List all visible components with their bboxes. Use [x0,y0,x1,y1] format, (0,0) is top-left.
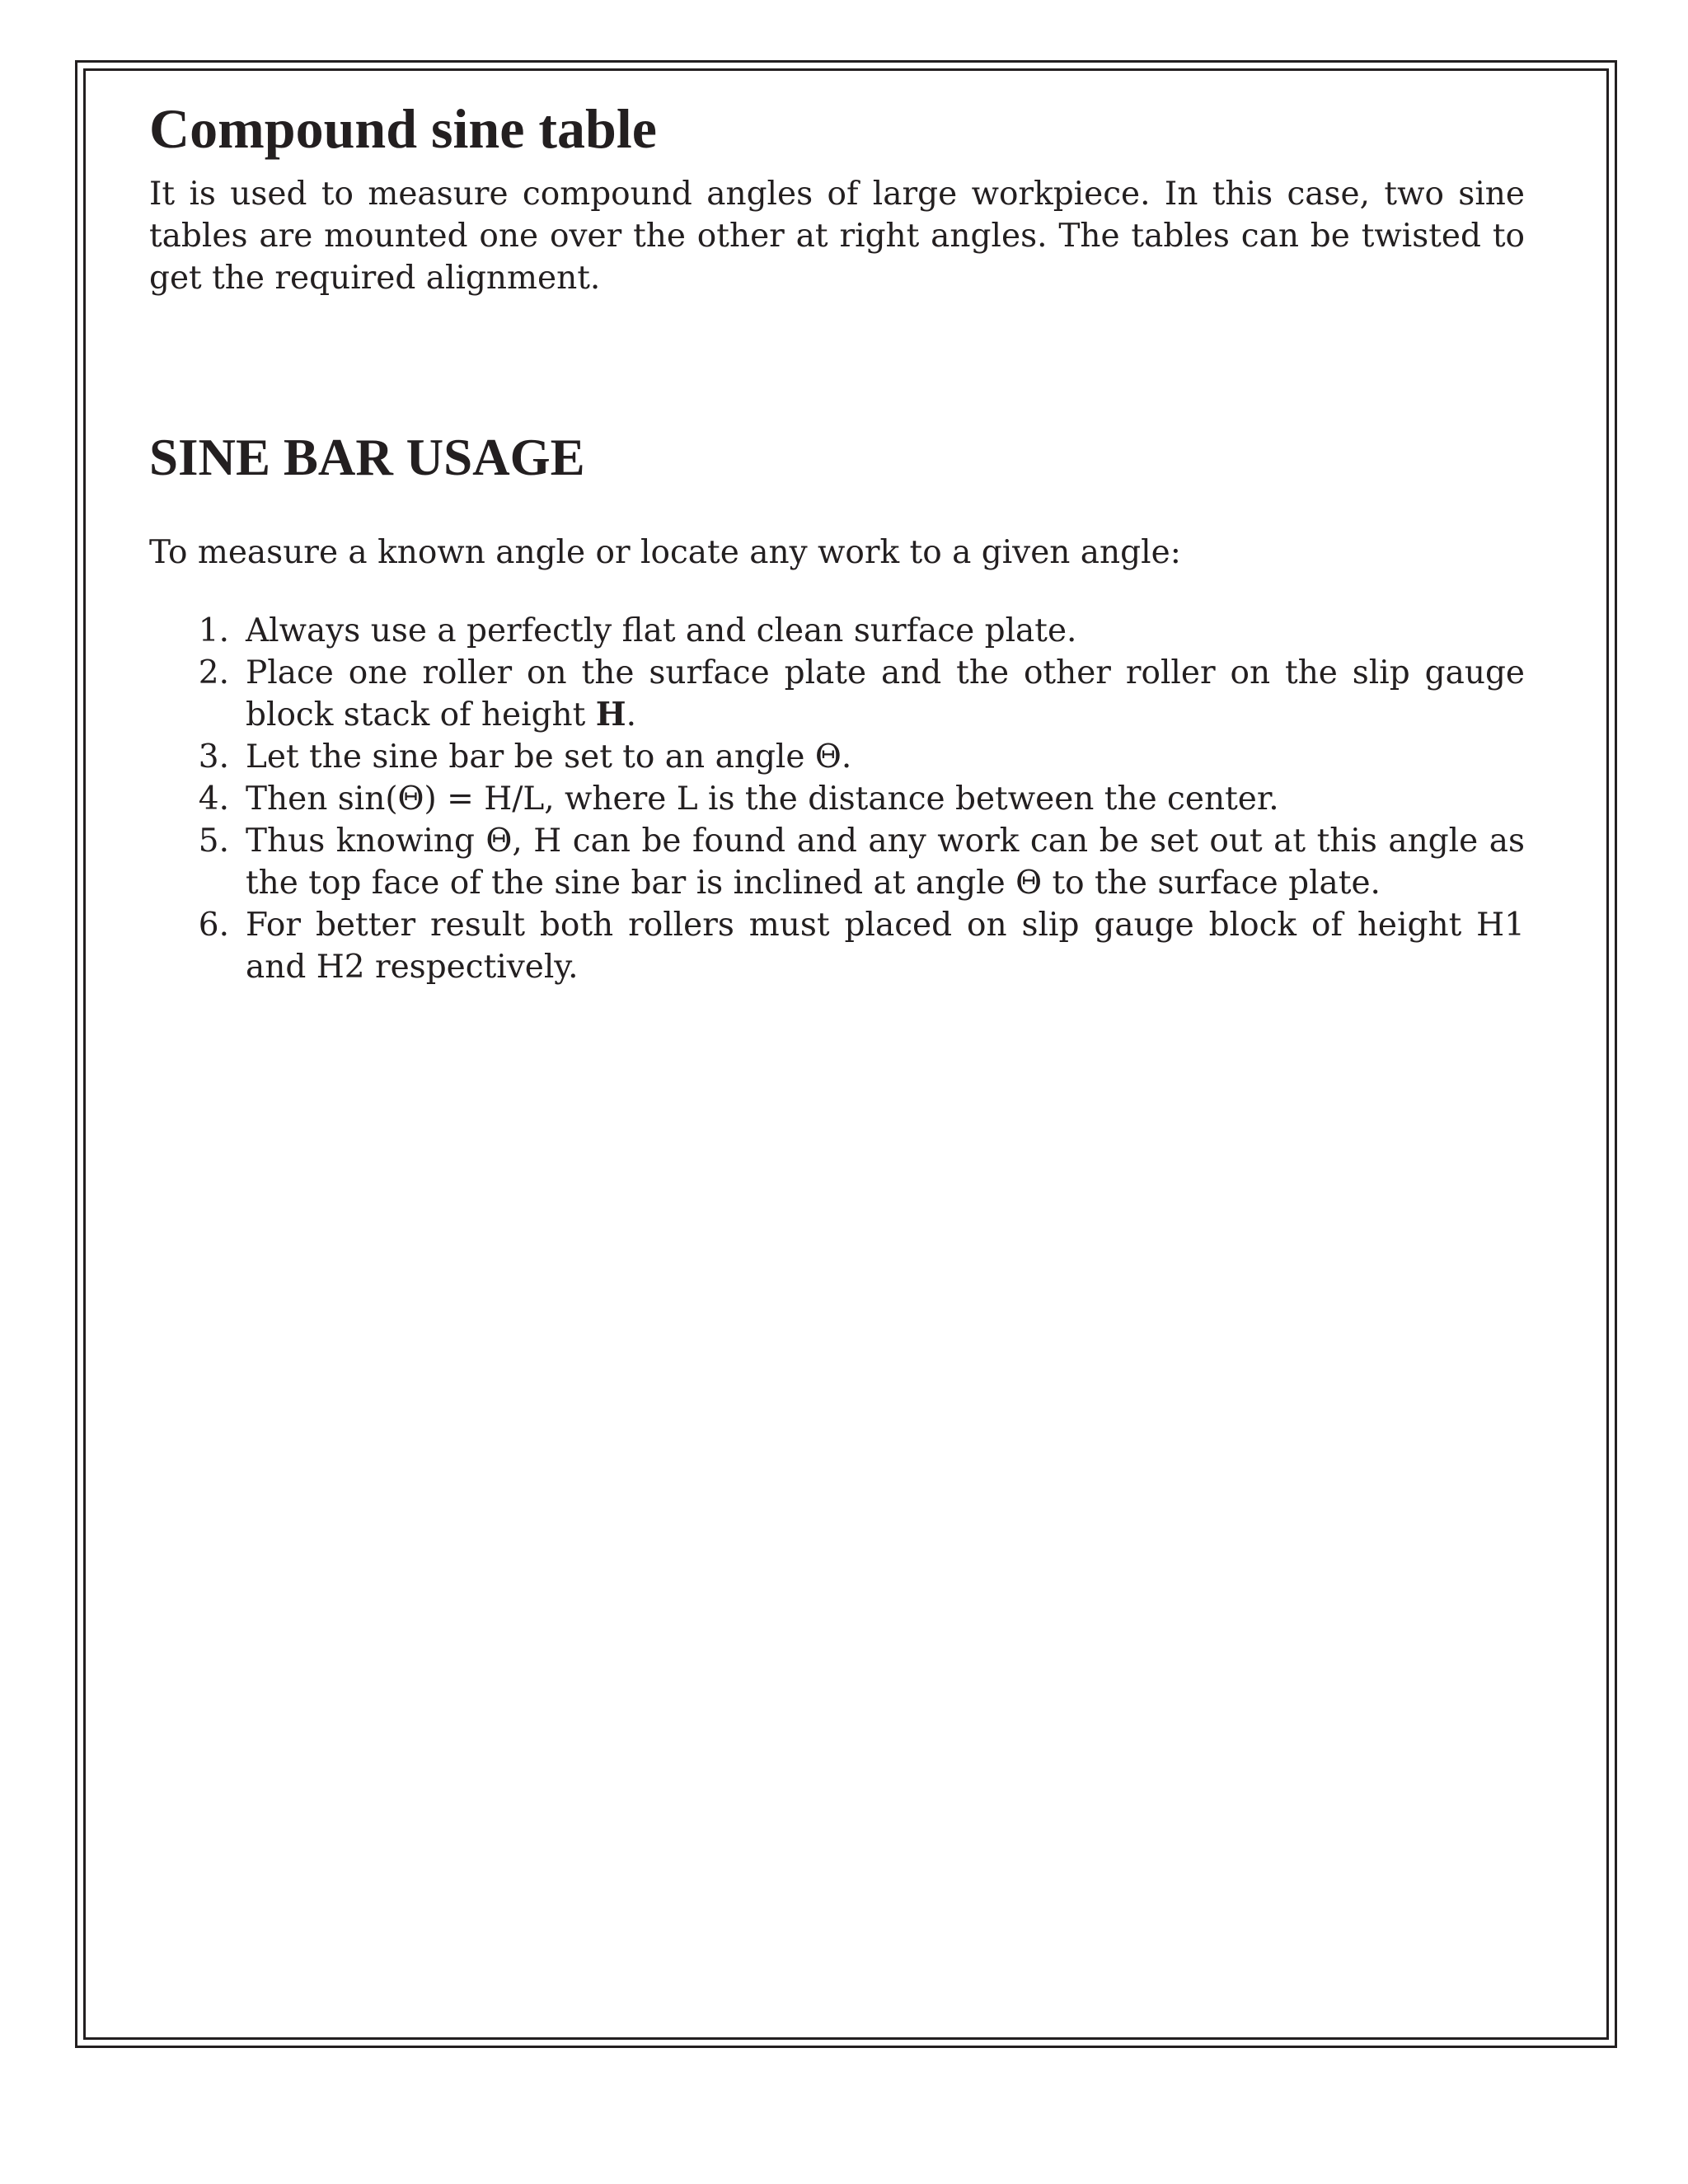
compound-sine-table-paragraph: It is used to measure compound angles of large workpiece. In this case, two sine tables are mounted one over the other at right angles. The tables can be twisted to get the required alignment. [149,176,1525,297]
usage-steps-list [149,610,1525,988]
compound-sine-table-title: Compound sine table [149,97,657,160]
list-item [149,820,1525,904]
list-item-text: Always use a perfectly flat and clean surface plate. [246,612,1077,649]
list-item [149,778,1525,820]
list-item-number: 6. [198,907,229,944]
list-item [149,610,1525,652]
list-item-text: Let the sine bar be set to an angle Θ. [246,738,852,776]
height-symbol: H [595,696,626,733]
list-item [149,904,1525,988]
sine-bar-usage-heading: SINE BAR USAGE [149,429,585,486]
list-item-number: 2. [198,654,229,691]
list-item-number: 3. [198,738,229,776]
list-item-text-tail: . [626,696,636,733]
list-item-text-container [246,652,1525,736]
list-item-text: For better result both rollers must placed on slip gauge block of height H1 and H2 respectively. [246,907,1525,986]
list-item [149,652,1525,736]
list-item-number: 1. [198,612,229,649]
list-item-number: 4. [198,780,229,818]
list-item-text: Place one roller on the surface plate and the other roller on the slip gauge block stack of height [246,654,1525,733]
list-item [149,736,1525,778]
page-content [149,91,1525,988]
list-item-number: 5. [198,823,229,860]
list-item-text: Thus knowing Θ, H can be found and any work can be set out at this angle as the top face of the sine bar is inclined at angle Θ to the surface plate. [246,823,1525,902]
list-item-text: Then sin(Θ) = H/L, where L is the distance between the center. [246,780,1279,818]
usage-intro: To measure a known angle or locate any work to a given angle: [149,534,1181,571]
